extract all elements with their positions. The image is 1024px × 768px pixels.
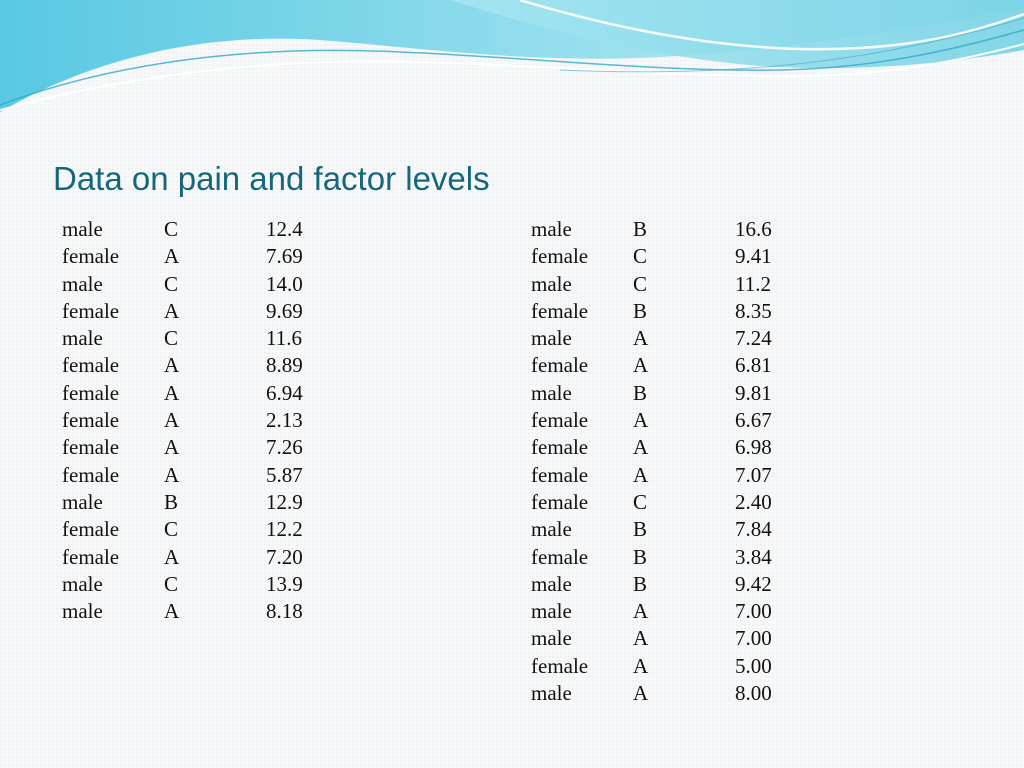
level-cell: A [633, 408, 649, 433]
level-cell: A [164, 353, 180, 378]
level-cell: C [633, 489, 648, 514]
level-cell: B [633, 298, 648, 323]
level-cell: C [164, 271, 179, 296]
pain-cell: 9.41 [735, 244, 772, 269]
level-cell: A [164, 599, 180, 624]
sex-cell: female [62, 380, 120, 405]
level-cell: A [633, 653, 649, 678]
level-cell: C [164, 326, 179, 351]
pain-cell: 7.84 [735, 517, 772, 542]
sex-cell: female [531, 244, 589, 269]
sex-cell: female [62, 353, 120, 378]
level-cell: A [633, 353, 649, 378]
level-cell: A [164, 244, 180, 269]
pain-cell: 8.18 [266, 599, 303, 624]
pain-cell: 2.13 [266, 408, 303, 433]
sex-cell: female [62, 298, 120, 323]
level-cell: A [164, 298, 180, 323]
sex-cell: male [62, 571, 103, 596]
level-cell: A [633, 462, 649, 487]
sex-cell: male [62, 271, 103, 296]
sex-cell: male [531, 626, 572, 651]
level-cell: B [633, 517, 648, 542]
level-cell: A [164, 408, 180, 433]
pain-cell: 8.89 [266, 353, 303, 378]
level-cell: C [164, 571, 179, 596]
level-cell: A [633, 626, 649, 651]
sex-cell: male [531, 217, 572, 241]
sex-cell: female [531, 489, 589, 514]
sex-cell: female [531, 353, 589, 378]
sex-cell: female [531, 435, 589, 460]
sex-cell: male [62, 489, 103, 514]
pain-cell: 5.00 [735, 653, 772, 678]
level-cell: B [633, 571, 648, 596]
pain-cell: 9.69 [266, 298, 303, 323]
sex-cell: female [62, 517, 120, 542]
pain-cell: 8.35 [735, 298, 772, 323]
pain-cell: 7.26 [266, 435, 303, 460]
pain-cell: 8.00 [735, 681, 772, 706]
level-cell: C [164, 517, 179, 542]
pain-cell: 7.07 [735, 462, 772, 487]
sex-cell: male [62, 217, 103, 241]
level-cell: A [164, 462, 180, 487]
pain-cell: 5.87 [266, 462, 303, 487]
sex-cell: male [531, 599, 572, 624]
pain-cell: 6.67 [735, 408, 772, 433]
pain-cell: 13.9 [266, 571, 303, 596]
sex-cell: female [531, 462, 589, 487]
pain-cell: 12.2 [266, 517, 303, 542]
level-cell: A [164, 544, 180, 569]
level-cell: A [633, 435, 649, 460]
sex-cell: female [62, 544, 120, 569]
sex-cell: male [531, 517, 572, 542]
level-cell: A [164, 435, 180, 460]
pain-cell: 3.84 [735, 544, 772, 569]
level-cell: C [633, 271, 648, 296]
level-cell: B [633, 217, 648, 241]
pain-cell: 14.0 [266, 271, 303, 296]
pain-cell: 7.00 [735, 599, 772, 624]
sex-cell: male [531, 380, 572, 405]
sex-cell: male [531, 271, 572, 296]
pain-cell: 9.81 [735, 380, 772, 405]
level-cell: C [164, 217, 179, 241]
sex-cell: female [531, 298, 589, 323]
level-cell: A [633, 326, 649, 351]
sex-cell: female [62, 408, 120, 433]
sex-cell: female [531, 544, 589, 569]
pain-cell: 16.6 [735, 217, 772, 241]
sex-cell: female [62, 435, 120, 460]
sex-cell: male [62, 599, 103, 624]
slide-title: Data on pain and factor levels [53, 160, 490, 197]
pain-cell: 6.98 [735, 435, 772, 460]
wave-header-decoration [0, 0, 1024, 130]
sex-cell: female [62, 244, 120, 269]
pain-cell: 7.24 [735, 326, 772, 351]
level-cell: C [633, 244, 648, 269]
pain-cell: 2.40 [735, 489, 772, 514]
sex-cell: female [62, 462, 120, 487]
sex-cell: male [531, 571, 572, 596]
pain-cell: 6.81 [735, 353, 772, 378]
level-cell: A [633, 599, 649, 624]
pain-cell: 12.4 [266, 217, 303, 241]
sex-cell: male [531, 326, 572, 351]
level-cell: B [633, 544, 648, 569]
sex-cell: female [531, 653, 589, 678]
pain-cell: 7.20 [266, 544, 303, 569]
pain-cell: 9.42 [735, 571, 772, 596]
pain-cell: 11.2 [735, 271, 771, 296]
sex-cell: male [531, 681, 572, 706]
level-cell: A [633, 681, 649, 706]
level-cell: B [633, 380, 648, 405]
level-cell: A [164, 380, 180, 405]
pain-cell: 12.9 [266, 489, 303, 514]
sex-cell: male [62, 326, 103, 351]
pain-cell: 11.6 [266, 326, 302, 351]
level-cell: B [164, 489, 179, 514]
pain-cell: 6.94 [266, 380, 303, 405]
pain-cell: 7.00 [735, 626, 772, 651]
pain-cell: 7.69 [266, 244, 303, 269]
sex-cell: female [531, 408, 589, 433]
